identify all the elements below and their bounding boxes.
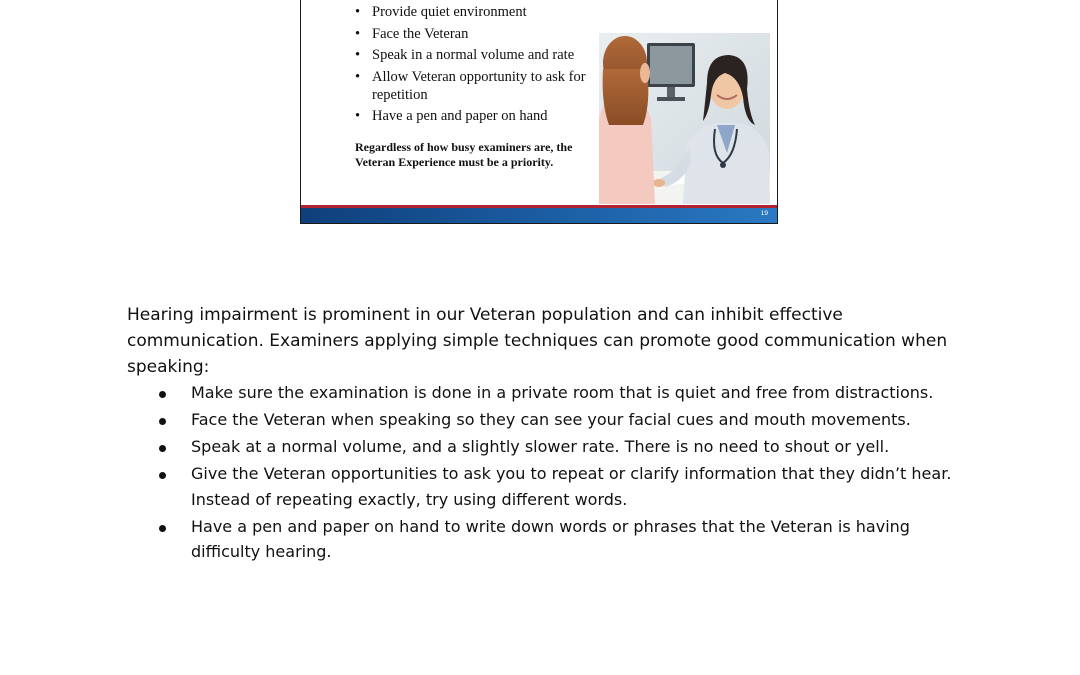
slide-page-number: 19: [760, 210, 768, 217]
speaker-notes: [127, 302, 967, 566]
notes-bullet-list: [127, 380, 967, 565]
slide-footer-bar: [301, 205, 777, 223]
bullet-dot-icon: [159, 445, 166, 452]
notes-intro-paragraph: Hearing impairment is prominent in our Veteran population and can inhibit effective communication. Examiners applying simple techniques can promote good communication when speaking:: [127, 305, 948, 377]
slide-bullet: • Speak in a normal volume and rate: [355, 46, 603, 64]
list-item-text: Speak at a normal volume, and a slightly slower rate. There is no need to shout or yell.: [191, 437, 890, 456]
list-item: [127, 514, 967, 565]
list-item-text: Have a pen and paper on hand to write down words or phrases that the Veteran is having difficulty hearing.: [191, 516, 910, 561]
list-item-text: Give the Veteran opportunities to ask you to repeat or clarify information that they didn’t hear. Instead of repeating exactly, try using different words.: [191, 464, 952, 509]
slide-bullet: • Face the Veteran: [355, 25, 603, 43]
bullet-dot-icon: [159, 525, 166, 532]
doctor-patient-photo: [599, 33, 770, 204]
slide-bullet: • Have a pen and paper on hand: [355, 107, 603, 125]
slide-bullet: • Allow Veteran opportunity to ask for repetition: [355, 68, 603, 104]
slide-thumbnail: [300, 0, 778, 224]
list-item: [127, 461, 967, 512]
slide-bullet-list: [355, 3, 603, 129]
bullet-dot-icon: [159, 391, 166, 398]
list-item-text: Make sure the examination is done in a private room that is quiet and free from distractions.: [191, 383, 934, 402]
list-item: [127, 407, 967, 433]
slide-bullet: • Provide quiet environment: [355, 3, 603, 21]
list-item: [127, 380, 967, 406]
list-item-text: Face the Veteran when speaking so they can see your facial cues and mouth movements.: [191, 410, 911, 429]
list-item: [127, 434, 967, 460]
footer-blue-band: [301, 208, 777, 223]
slide-priority-note: Regardless of how busy examiners are, the Veteran Experience must be a priority.: [355, 140, 573, 169]
bullet-dot-icon: [159, 418, 166, 425]
bullet-dot-icon: [159, 472, 166, 479]
